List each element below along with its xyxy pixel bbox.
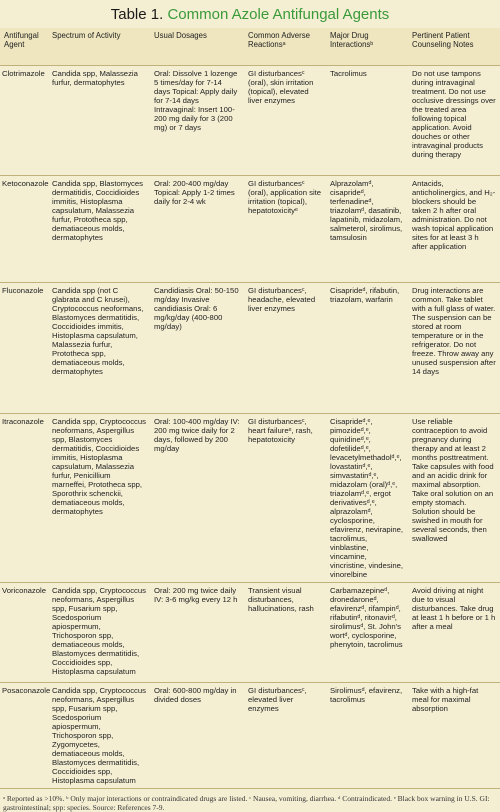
header-counseling: Pertinent Patient Counseling Notes xyxy=(408,28,500,66)
cell-spectrum: Candida spp, Cryptococcus neoformans, Aspergillus spp, Blastomyces dermatitidis, Coccidioides immitis, Histoplasma capsulatum, Malassezia furfur, Penicillium marneffei, Prototheca spp, Sporothrix schenckii, dematiaceous molds, dermatophytes xyxy=(48,414,150,583)
cell-counseling: Use reliable contraception to avoid pregnancy during therapy and at least 2 months posttreatment. Take capsules with food and an acidic drink for maximal absorption. Take oral solution on an empty stomach. Solution should be swished in mouth for several seconds, then swallowed xyxy=(408,414,500,583)
table-row xyxy=(0,176,500,283)
table-row xyxy=(0,66,500,176)
cell-adverse: GI disturbancesᶜ, elevated liver enzymes xyxy=(244,683,326,789)
table-row xyxy=(0,414,500,583)
header-adverse: Common Adverse Reactionsᵃ xyxy=(244,28,326,66)
cell-interactions: Sirolimusᵈ, efavirenz, tacrolimus xyxy=(326,683,408,789)
cell-dosages: Candidiasis Oral: 50-150 mg/day Invasive candidiasis Oral: 6 mg/kg/day (400-800 mg/day) xyxy=(150,283,244,414)
table-row xyxy=(0,583,500,683)
cell-spectrum: Candida spp (not C glabrata and C krusei), Cryptococcus neoformans, Blastomyces dermatitidis, Coccidioides immitis, Histoplasma capsulatum, Malassezia furfur, Prototheca spp, dematiaceous molds, dermatophytes xyxy=(48,283,150,414)
cell-interactions: Cisaprideᵈ, rifabutin, triazolam, warfarin xyxy=(326,283,408,414)
header-spectrum: Spectrum of Activity xyxy=(48,28,150,66)
cell-agent: Clotrimazole xyxy=(0,66,48,176)
header-interactions: Major Drug Interactionsᵇ xyxy=(326,28,408,66)
cell-spectrum: Candida spp, Cryptococcus neoformans, Aspergillus spp, Fusarium spp, Scedosporium apiospermum, Trichosporon spp, dematiaceous molds, Blastomyces dermatitidis, Coccidioides spp, Histoplasma capsulatum xyxy=(48,583,150,683)
cell-counseling: Take with a high-fat meal for maximal absorption xyxy=(408,683,500,789)
cell-dosages: Oral: 200 mg twice daily IV: 3-6 mg/kg every 12 h xyxy=(150,583,244,683)
table-footnote: ᵃ Reported as >10%. ᵇ Only major interactions or contraindicated drugs are listed. ᶜ Nausea, vomiting, diarrhea. ᵈ Contraindicated. ᵉ Black box warning in U.S. GI: gastrointestinal; spp: species. Source: References 7-9. xyxy=(3,794,490,812)
cell-counseling: Drug interactions are common. Take tablet with a full glass of water. The suspension can be stored at room temperature or in the refrigerator. Do not freeze. Throw away any unused suspension after 14 days xyxy=(408,283,500,414)
cell-adverse: GI disturbancesᶜ, headache, elevated liver enzymes xyxy=(244,283,326,414)
cell-agent: Voriconazole xyxy=(0,583,48,683)
header-agent: Antifungal Agent xyxy=(0,28,48,66)
table-caption: Common Azole Antifungal Agents xyxy=(167,6,390,23)
header-dosages: Usual Dosages xyxy=(150,28,244,66)
cell-adverse: GI disturbancesᶜ, heart failureᵉ, rash, hepatotoxicity xyxy=(244,414,326,583)
cell-spectrum: Candida spp, Malassezia furfur, dermatophytes xyxy=(48,66,150,176)
azole-table xyxy=(0,28,500,789)
cell-agent: Posaconazole xyxy=(0,683,48,789)
cell-dosages: Oral: 200-400 mg/day Topical: Apply 1-2 times daily for 2-4 wk xyxy=(150,176,244,283)
cell-spectrum: Candida spp, Blastomyces dermatitidis, Coccidioides immitis, Histoplasma capsulatum, Malassezia furfur, Prototheca spp, dematiaceous molds, dermatophytes xyxy=(48,176,150,283)
cell-interactions: Cisaprideᵈ,ᵉ, pimozideᵈ,ᵉ, quinidineᵈ,ᵉ, dofetilideᵈ,ᵉ, levacetylmethadolᵈ,ᵉ, lovastatinᵈ,ᵉ, simvastatinᵈ,ᵉ, midazolam (oral)ᵈ,ᵉ, triazolamᵈ,ᵉ, ergot derivativesᵈ,ᵉ, alprazolamᵈ, cyclosporine, efavirenz, nevirapine, tacrolimus, vinblastine, vincamine, vincristine, vindesine, vinorelbine xyxy=(326,414,408,583)
cell-spectrum: Candida spp, Cryptococcus neoformans, Aspergillus spp, Fusarium spp, Scedosporium apiospermum, Trichosporon spp, Zygomycetes, dematiaceous molds, Blastomyces dermatitidis, Coccidioides spp, Histoplasma capsulatum xyxy=(48,683,150,789)
cell-agent: Ketoconazole xyxy=(0,176,48,283)
table-row xyxy=(0,283,500,414)
cell-counseling: Do not use tampons during intravaginal treatment. Do not use occlusive dressings over the treated area following topical application. Avoid douches or other intravaginal products during therapy xyxy=(408,66,500,176)
cell-adverse: GI disturbancesᶜ (oral), skin irritation (topical), elevated liver enzymes xyxy=(244,66,326,176)
cell-counseling: Avoid driving at night due to visual disturbances. Take drug at least 1 h before or 1 h after a meal xyxy=(408,583,500,683)
cell-dosages: Oral: Dissolve 1 lozenge 5 times/day for 7-14 days Topical: Apply daily for 7-14 days Intravaginal: Insert 100-200 mg daily for 3 (200 mg) or 7 days xyxy=(150,66,244,176)
cell-interactions: Tacrolimus xyxy=(326,66,408,176)
cell-dosages: Oral: 600-800 mg/day in divided doses xyxy=(150,683,244,789)
cell-interactions: Alprazolamᵈ, cisaprideᵈ, terfenadineᵈ, triazolamᵈ, dasatinib, lapatinib, midazolam, salmeterol, sirolimus, tamsulosin xyxy=(326,176,408,283)
cell-counseling: Antacids, anticholinergics, and H₂-blockers should be taken 2 h after oral administration. Do not wash topical application sites for at least 3 h after application xyxy=(408,176,500,283)
cell-adverse: Transient visual disturbances, hallucinations, rash xyxy=(244,583,326,683)
cell-agent: Fluconazole xyxy=(0,283,48,414)
table-row xyxy=(0,683,500,789)
table-title xyxy=(0,0,500,28)
cell-agent: Itraconazole xyxy=(0,414,48,583)
table-number: Table 1. xyxy=(110,6,164,23)
header-row xyxy=(0,28,500,66)
cell-interactions: Carbamazepineᵈ, dronedaroneᵈ, efavirenzᵈ, rifampinᵈ, rifabutinᵈ, ritonavirᵈ, sirolimusᵈ, St. John's wortᵈ, cyclosporine, phenytoin, tacrolimus xyxy=(326,583,408,683)
cell-dosages: Oral: 100-400 mg/day IV: 200 mg twice daily for 2 days, followed by 200 mg/day xyxy=(150,414,244,583)
cell-adverse: GI disturbancesᶜ (oral), application site irritation (topical), hepatotoxicityᵉ xyxy=(244,176,326,283)
